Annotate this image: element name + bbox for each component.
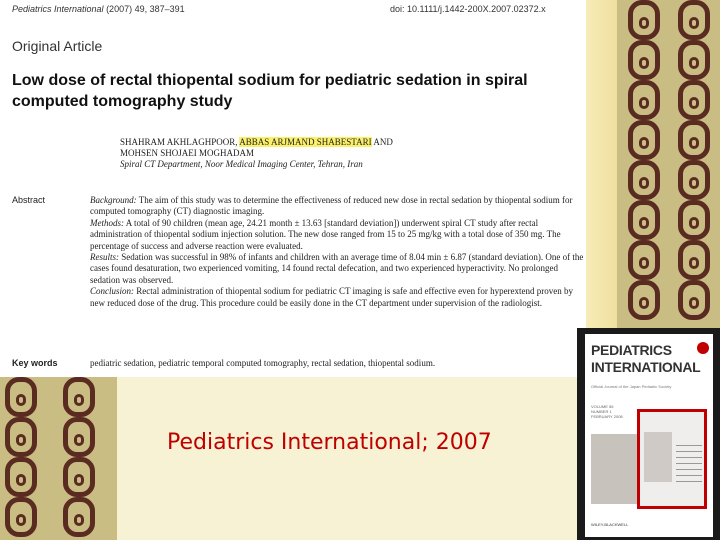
society-logo-icon (697, 342, 709, 354)
author: SHAHRAM AKHLAGHPOOR, (120, 137, 240, 147)
decorative-border-right (617, 0, 720, 328)
abstract-conclusion-text: Rectal administration of thiopental sodium for pediatric CT imaging is safe and effective even for hyperextend proven by new reduced dose of the drug. This procedure could be easily done in the CT department under supervision of the radiologist. (90, 286, 574, 308)
abstract (90, 195, 586, 309)
cover-volume-info (591, 404, 641, 434)
abstract-background (90, 195, 586, 218)
keywords: pediatric sedation, pediatric temporal computed tomography, rectal sedation, thiopental sodium. (90, 358, 436, 368)
abstract-results (90, 252, 586, 286)
journal-name: Pediatrics International (12, 4, 104, 14)
abstract-label: Abstract (12, 195, 46, 205)
abstract-methods-text: A total of 90 children (mean age, 24.21 month ± 13.63 [standard deviation]) underwent spiral CT study after rectal administration of thiopental sodium injection solution. The new dose ranged from 15 to 25 mg/kg with a total dose of 350 mg. The percentage of success and adverse reaction were evaluated. (90, 217, 561, 251)
slide-caption: Pediatrics International; 2007 (167, 430, 492, 455)
affiliation: Spiral CT Department, Noor Medical Imaging Center, Tehran, Iran (120, 159, 363, 169)
abstract-methods-label: Methods: (90, 217, 124, 228)
cover-volume: VOLUME 56 (591, 404, 614, 409)
cover-contents-grid (676, 442, 702, 482)
decorative-border-left (0, 377, 117, 540)
journal-reference (12, 4, 185, 14)
cover-number: NUMBER 1 (591, 409, 612, 414)
abstract-methods (90, 218, 586, 252)
cover-photo (591, 434, 637, 504)
journal-cover (577, 328, 720, 540)
border-pattern (60, 377, 98, 540)
doi: doi: 10.1111/j.1442-200X.2007.02372.x (390, 4, 546, 14)
cover-image (644, 432, 672, 482)
abstract-results-text: Sedation was successful in 98% of infants and children with an average time of 8.04 min ± 6.87 (standard deviation). One of the cases found desaturation, two experienced vomiting, 14 found rectal defecation, and two experienced hyperactivity. No prolonged sedation was observed. (90, 252, 584, 285)
abstract-conclusion-label: Conclusion: (90, 286, 134, 297)
cover-title-line2: INTERNATIONAL (591, 359, 701, 375)
journal-volume: (2007) 49, 387–391 (103, 4, 185, 14)
cover-title (591, 342, 700, 376)
abstract-background-label: Background: (90, 195, 137, 205)
cover-publisher: WILEY-BLACKWELL (591, 522, 629, 527)
cover-subtitle: Official Journal of the Japan Pediatric Society (591, 384, 672, 389)
author-highlighted: ABBAS ARJMAND SHABESTARI (239, 137, 372, 147)
cover-title-line1: PEDIATRICS (591, 342, 672, 358)
author-and: AND (371, 137, 393, 147)
cover-date: FEBRUARY 2008 (591, 414, 623, 419)
section-label: Original Article (12, 38, 103, 54)
border-pattern (625, 0, 663, 328)
border-pattern (2, 377, 40, 540)
authors (120, 137, 393, 159)
gold-strip (586, 0, 617, 328)
abstract-results-label: Results: (90, 252, 119, 263)
cover-page (585, 334, 713, 537)
keywords-label: Key words (12, 358, 58, 368)
border-pattern (675, 0, 713, 328)
abstract-conclusion (90, 286, 586, 309)
abstract-background-text: The aim of this study was to determine the effectiveness of reduced new dose in rectal sedation by thiopental sodium for computed tomography (CT) diagnostic imaging. (90, 195, 573, 217)
article-title: Low dose of rectal thiopental sodium for pediatric sedation in spiral computed tomography study (12, 72, 528, 110)
author: MOHSEN SHOJAEI MOGHADAM (120, 148, 255, 158)
cover-frame (637, 409, 707, 509)
